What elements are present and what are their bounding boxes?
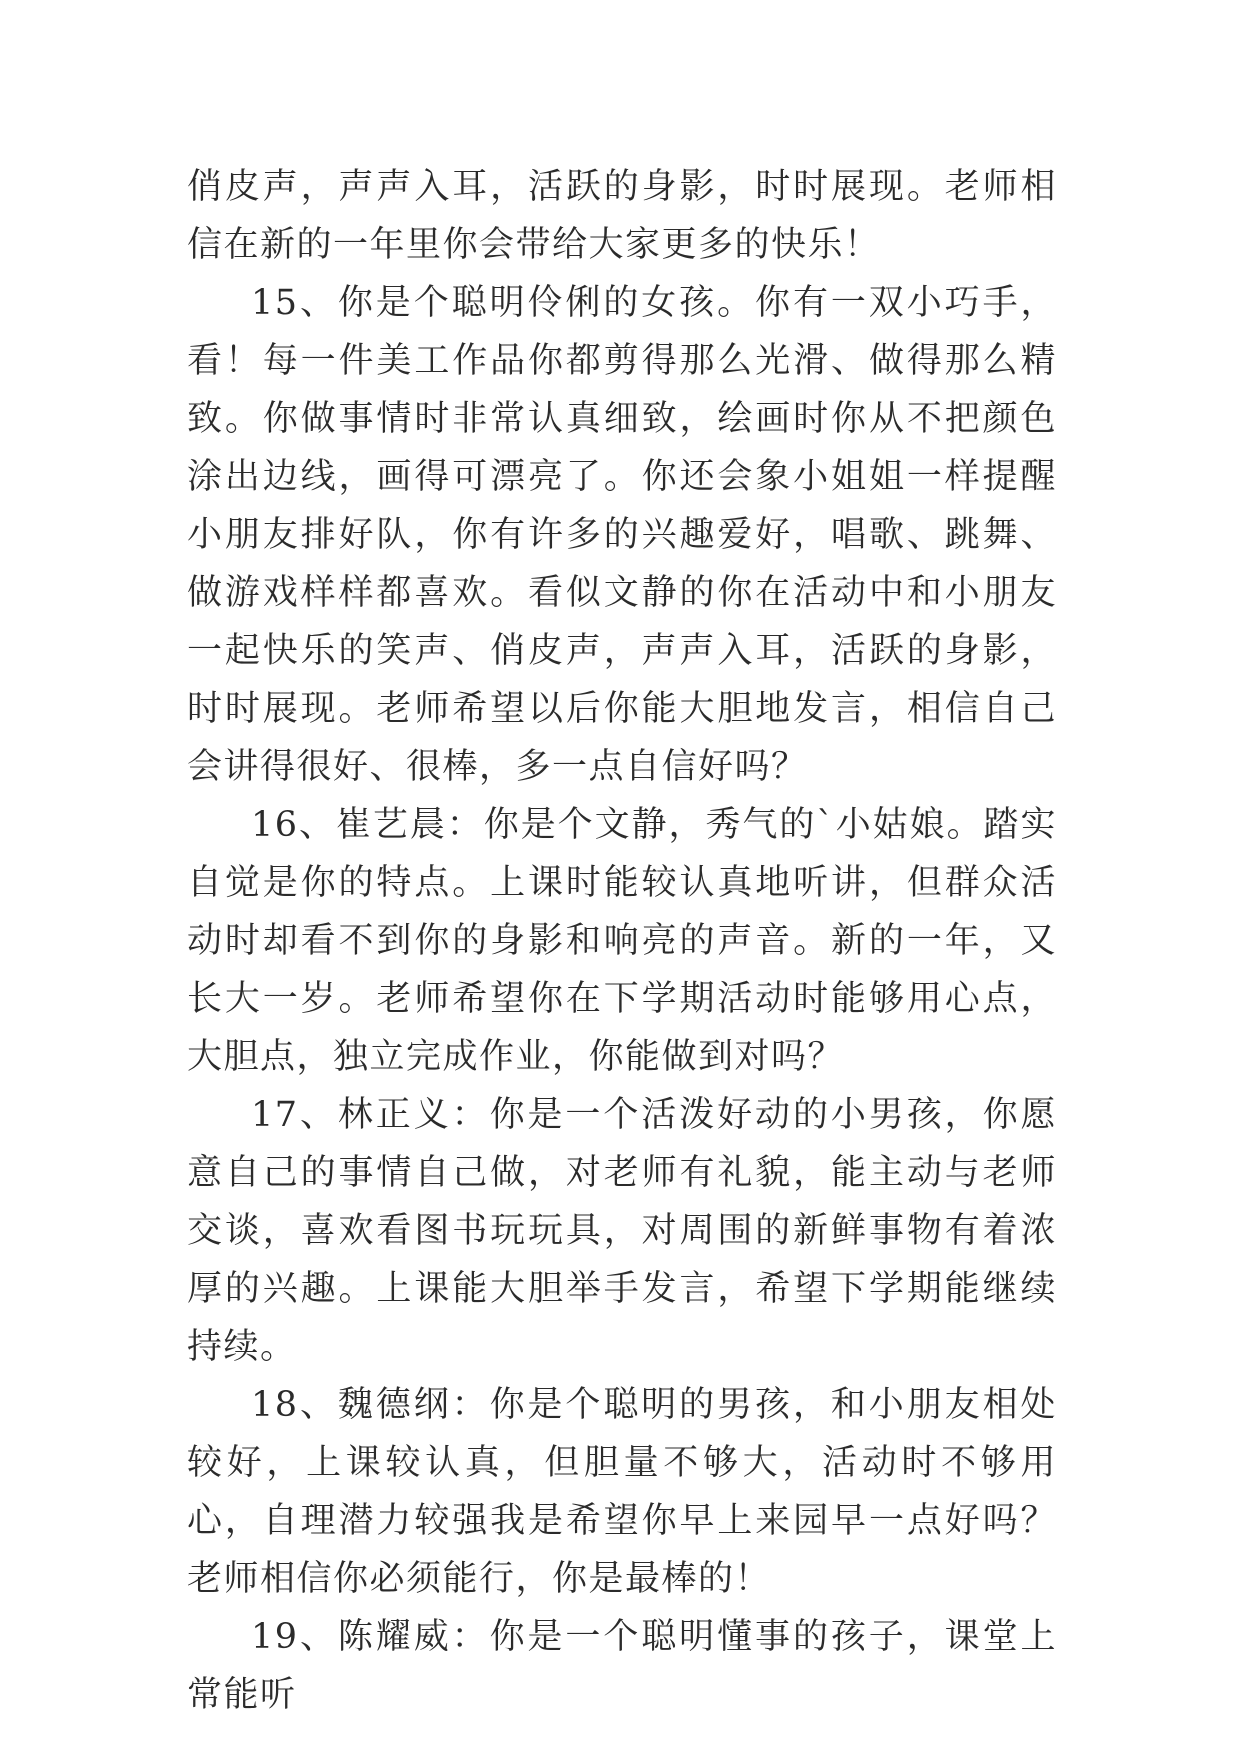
paragraph-continuation: 俏皮声，声声入耳，活跃的身影，时时展现。老师相信在新的一年里你会带给大家更多的快乐！	[187, 167, 1057, 265]
paragraph-comment-18: 18、魏德纲：你是个聪明的男孩，和小朋友相处较好，上课较认真，但胆量不够大，活动时不够用心，自理潜力较强我是希望你早上来园早一点好吗？老师相信你必须能行，你是最棒的！	[187, 1385, 1057, 1599]
paragraph-comment-19: 19、陈耀威：你是一个聪明懂事的孩子，课堂上常能听	[187, 1617, 1057, 1715]
paragraph-comment-17: 17、林正义：你是一个活泼好动的小男孩，你愿意自己的事情自己做，对老师有礼貌，能主动与老师交谈，喜欢看图书玩玩具，对周围的新鲜事物有着浓厚的兴趣。上课能大胆举手发言，希望下学期能继续持续。	[187, 1095, 1057, 1367]
paragraph-comment-15: 15、你是个聪明伶俐的女孩。你有一双小巧手，看！每一件美工作品你都剪得那么光滑、做得那么精致。你做事情时非常认真细致，绘画时你从不把颜色涂出边线，画得可漂亮了。你还会象小姐姐一样提醒小朋友排好队，你有许多的兴趣爱好，唱歌、跳舞、做游戏样样都喜欢。看似文静的你在活动中和小朋友一起快乐的笑声、俏皮声，声声入耳，活跃的身影，时时展现。老师希望以后你能大胆地发言，相信自己会讲得很好、很棒，多一点自信好吗？	[187, 283, 1057, 787]
document-body	[187, 158, 1057, 1724]
paragraph-comment-16: 16、崔艺晨：你是个文静，秀气的`小姑娘。踏实自觉是你的特点。上课时能较认真地听讲，但群众活动时却看不到你的身影和响亮的声音。新的一年，又长大一岁。老师希望你在下学期活动时能够用心点，大胆点，独立完成作业，你能做到对吗？	[187, 805, 1057, 1077]
